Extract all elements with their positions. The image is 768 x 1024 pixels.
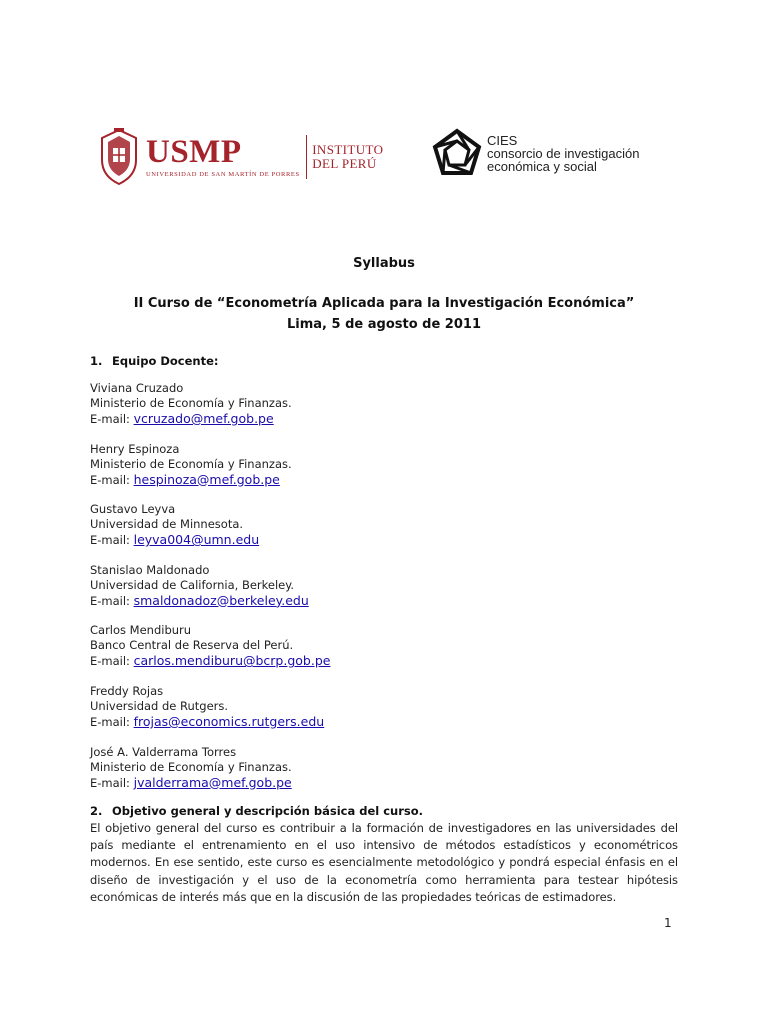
team-member [90, 442, 678, 488]
logo-bar [98, 122, 658, 194]
email-label: E-mail: [90, 775, 134, 790]
member-affiliation: Banco Central de Reserva del Perú. [90, 638, 294, 653]
member-email-line [90, 472, 678, 488]
section-number: 1. [90, 354, 103, 368]
objective-paragraph: El objetivo general del curso es contribuir a la formación de investigadores en las universidades del país mediante el entrenamiento en el uso intensivo de métodos estadísticos y econométricos modernos. En ese sentido, este curso es esencialmente metodológico y pondrá especial énfasis en el diseño de investigación y el uso de la econometría como herramienta para testear hipótesis económicas de interés más que en la discusión de las propiedades teóricas de estimadores. [90, 821, 678, 904]
team-list [90, 381, 678, 791]
section-title: Equipo Docente: [112, 354, 219, 368]
member-name: Carlos Mendiburu [90, 623, 192, 638]
team-member [90, 381, 678, 427]
member-affiliation: Ministerio de Economía y Finanzas. [90, 456, 292, 471]
team-member [90, 563, 678, 609]
email-label: E-mail: [90, 654, 134, 669]
section-number: 2. [90, 804, 103, 818]
member-email-link[interactable]: carlos.mendiburu@bcrp.gob.pe [133, 653, 331, 669]
cies-tagline-line2: económica y social [487, 158, 597, 174]
section-objective [90, 804, 678, 906]
section-team [90, 354, 678, 805]
usmp-seal-icon [98, 128, 140, 186]
team-member [90, 745, 678, 791]
document-title: Syllabus [353, 256, 415, 271]
member-email-link[interactable]: vcruzado@mef.gob.pe [133, 411, 274, 426]
member-affiliation: Ministerio de Economía y Finanzas. [90, 396, 292, 410]
team-member [90, 684, 678, 730]
member-email-line [90, 411, 678, 427]
team-member [90, 502, 678, 548]
email-label: E-mail: [90, 593, 134, 608]
cies-name: CIES [487, 132, 518, 148]
usmp-divider [306, 135, 308, 179]
member-email-line [90, 593, 678, 609]
member-name: José A. Valderrama Torres [90, 744, 237, 759]
section-heading [90, 354, 678, 369]
member-affiliation: Ministerio de Economía y Finanzas. [90, 759, 292, 774]
member-email-line [90, 775, 678, 791]
member-affiliation: Universidad de Rutgers. [90, 698, 229, 713]
section-title: Objetivo general y descripción básica del curso. [112, 804, 423, 818]
usmp-logo [98, 128, 383, 186]
member-email-link[interactable]: smaldonadoz@berkeley.edu [133, 592, 309, 608]
email-label: E-mail: [90, 533, 134, 548]
member-name: Viviana Cruzado [90, 381, 184, 395]
email-label: E-mail: [90, 472, 134, 487]
usmp-university-name: UNIVERSIDAD DE SAN MARTÍN DE PORRES [146, 171, 300, 178]
member-email-link[interactable]: jvalderrama@mef.gob.pe [133, 774, 292, 790]
member-affiliation: Universidad de Minnesota. [90, 517, 244, 532]
usmp-institute-line1: INSTITUTO [312, 142, 384, 157]
member-email-line [90, 653, 678, 669]
usmp-institute [312, 143, 383, 171]
cies-pentagon-icon [432, 128, 482, 178]
member-email-link[interactable]: frojas@economics.rutgers.edu [133, 713, 325, 729]
member-name: Gustavo Leyva [90, 502, 176, 517]
member-email-link[interactable]: hespinoza@mef.gob.pe [133, 471, 280, 487]
email-label: E-mail: [90, 714, 134, 729]
member-name: Freddy Rojas [90, 683, 164, 698]
usmp-wordmark: USMP [146, 134, 242, 170]
page-number: 1 [664, 916, 672, 930]
cies-logo [432, 128, 639, 178]
member-name: Henry Espinoza [90, 441, 180, 456]
section-heading [90, 804, 678, 819]
place-date: Lima, 5 de agosto de 2011 [287, 317, 481, 332]
team-member [90, 623, 678, 669]
cies-tagline-line1: consorcio de investigación [487, 145, 640, 161]
member-affiliation: Universidad de California, Berkeley. [90, 577, 295, 592]
member-name: Stanislao Maldonado [90, 562, 210, 577]
member-email-line [90, 714, 678, 730]
member-email-link[interactable]: leyva004@umn.edu [133, 532, 260, 548]
email-label: E-mail: [90, 412, 134, 426]
member-email-line [90, 532, 678, 548]
usmp-institute-line2: DEL PERÚ [312, 156, 377, 171]
course-title: II Curso de “Econometría Aplicada para la Investigación Económica” [133, 296, 635, 311]
